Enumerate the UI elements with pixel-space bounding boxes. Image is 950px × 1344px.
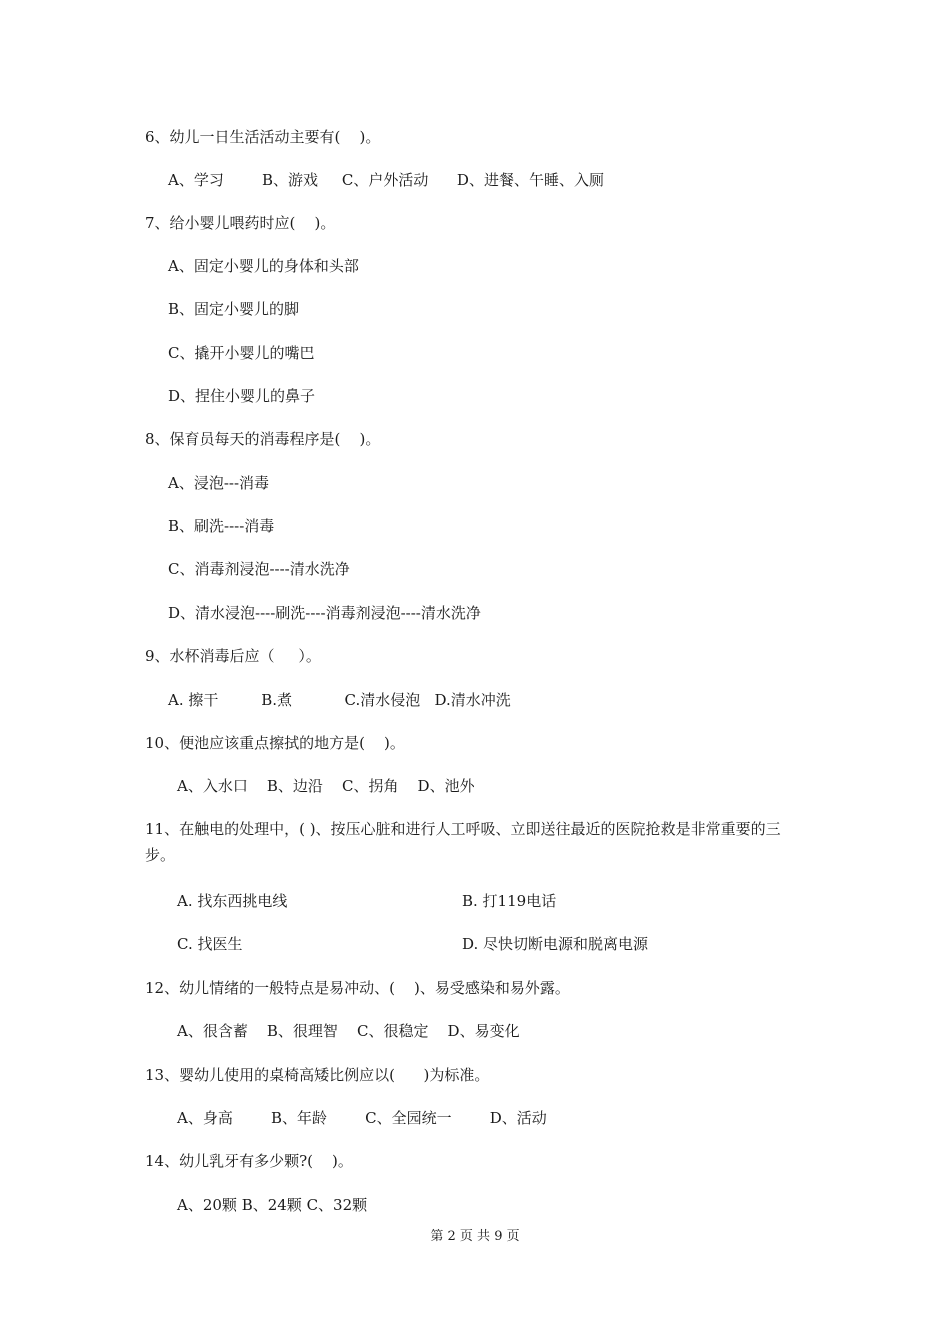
question-8-option-a: A、浸泡---消毒 [168,474,270,492]
question-11-option-a: A. 找东西挑电线 [177,892,288,910]
question-11-option-c: C. 找医生 [177,935,243,953]
question-7-option-c: C、撬开小婴儿的嘴巴 [168,344,315,362]
question-13-stem: 13、婴幼儿使用的桌椅高矮比例应以( )为标准。 [145,1066,490,1084]
question-12-options: A、很含蓄 B、很理智 C、很稳定 D、易变化 [177,1022,520,1040]
question-11-option-b: B. 打119电话 [462,892,557,910]
question-12-stem: 12、幼儿情绪的一般特点是易冲动、( )、易受感染和易外露。 [145,979,570,997]
question-6-options: A、学习 B、游戏 C、户外活动 D、进餐、午睡、入厕 [168,171,604,189]
question-10-options: A、入水口 B、边沿 C、拐角 D、池外 [177,777,475,795]
question-14-options: A、20颗 B、24颗 C、32颗 [177,1196,368,1214]
question-8-stem: 8、保育员每天的消毒程序是( )。 [145,430,381,448]
question-7-option-d: D、捏住小婴儿的鼻子 [168,387,316,405]
question-14-stem: 14、幼儿乳牙有多少颗?( )。 [145,1152,353,1170]
question-7-stem: 7、给小婴儿喂药时应( )。 [145,214,336,232]
question-8-option-b: B、刷洗----消毒 [168,517,275,535]
question-11-option-d: D. 尽快切断电源和脱离电源 [462,935,649,953]
question-10-stem: 10、便池应该重点擦拭的地方是( )。 [145,734,405,752]
question-7-option-b: B、固定小婴儿的脚 [168,300,300,318]
question-7-option-a: A、固定小婴儿的身体和头部 [168,257,359,275]
question-11-stem: 11、在触电的处理中，( )、按压心脏和进行人工呼吸、立即送往最近的医院抢救是非常重要的三步。 [145,820,781,864]
question-13-options: A、身高 B、年龄 C、全园统一 D、活动 [177,1109,547,1127]
page-number-footer: 第 2 页 共 9 页 [430,1229,520,1244]
question-8-option-d: D、清水浸泡----刷洗----消毒剂浸泡----清水洗净 [168,604,481,622]
question-8-option-c: C、消毒剂浸泡----清水洗净 [168,560,350,578]
question-9-stem: 9、水杯消毒后应（ ）。 [145,647,321,665]
question-9-options: A. 擦干 B.煮 C.清水侵泡 D.清水冲洗 [168,691,511,709]
question-6-stem: 6、幼儿一日生活活动主要有( )。 [145,128,381,146]
